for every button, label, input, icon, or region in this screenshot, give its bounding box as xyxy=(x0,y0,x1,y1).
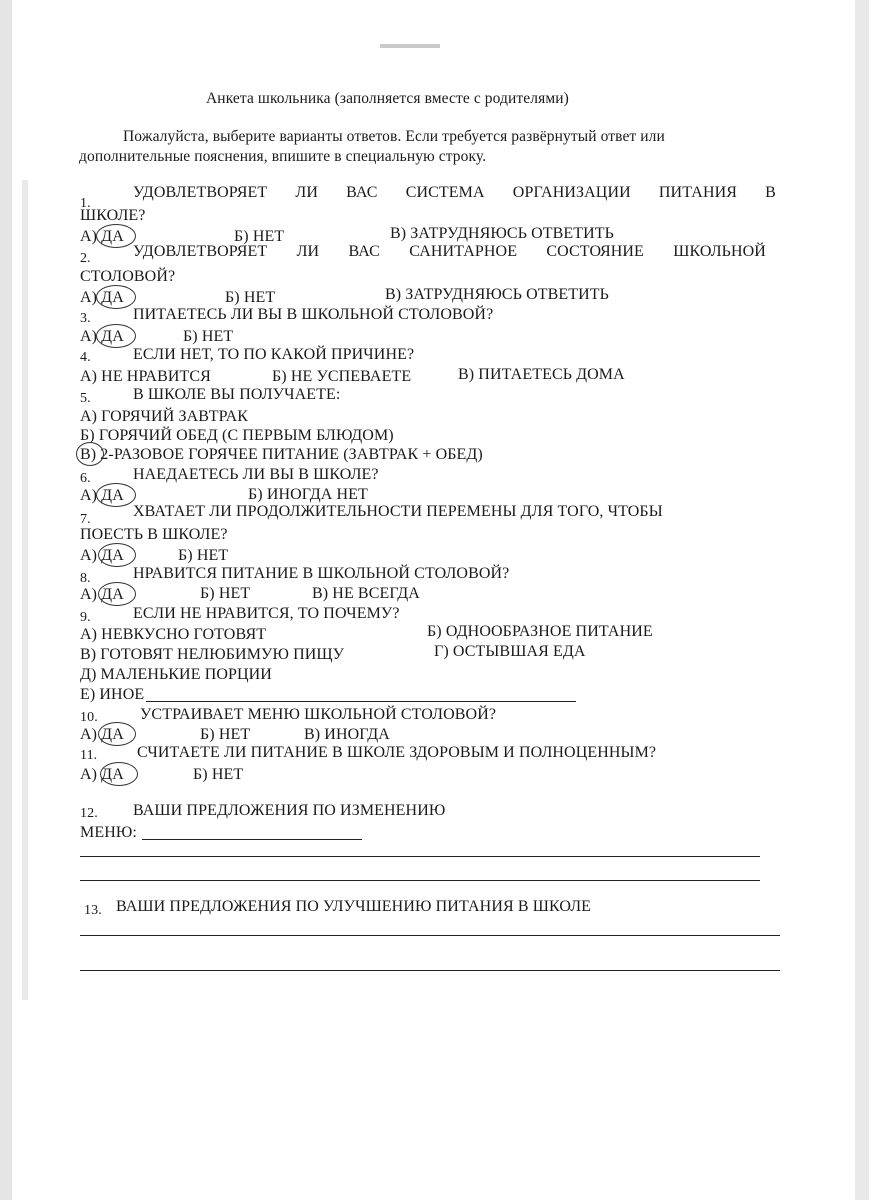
q3-number: 3. xyxy=(80,311,91,326)
q4-number: 4. xyxy=(80,350,91,365)
q3-option-a[interactable]: А) ДА xyxy=(80,328,124,345)
q9-number: 9. xyxy=(80,610,91,625)
q7-option-a[interactable]: А) ДА xyxy=(80,547,124,564)
q4-option-b[interactable]: Б) НЕ УСПЕВАЕТЕ xyxy=(272,368,412,385)
q13-answer-line-1[interactable] xyxy=(80,935,780,936)
q1-word: СИСТЕМА xyxy=(405,184,485,201)
q2-option-b[interactable]: Б) НЕТ xyxy=(225,289,276,306)
q4-question: ЕСЛИ НЕТ, ТО ПО КАКОЙ ПРИЧИНЕ? xyxy=(133,346,415,363)
q9-question: ЕСЛИ НЕ НРАВИТСЯ, ТО ПОЧЕМУ? xyxy=(133,605,400,622)
q2-question-cont: СТОЛОВОЙ? xyxy=(80,268,176,285)
q2-question xyxy=(133,243,766,261)
q11-answer-circle xyxy=(100,762,138,786)
q8-option-b[interactable]: Б) НЕТ xyxy=(200,585,251,602)
intro-line-1: Пожалуйста, выберите варианты ответов. Если требуется развёрнутый ответ или xyxy=(123,128,665,145)
q7-question: ХВАТАЕТ ЛИ ПРОДОЛЖИТЕЛЬНОСТИ ПЕРЕМЕНЫ ДЛЯ ТОГО, ЧТОБЫ xyxy=(133,503,663,520)
page-title: Анкета школьника (заполняется вместе с родителями) xyxy=(206,90,569,107)
q9-other-answer-line[interactable] xyxy=(146,701,576,702)
q8-question: НРАВИТСЯ ПИТАНИЕ В ШКОЛЬНОЙ СТОЛОВОЙ? xyxy=(133,565,510,582)
q6-answer-circle xyxy=(96,483,136,507)
q10-answer-circle xyxy=(98,722,136,746)
q8-number: 8. xyxy=(80,571,91,586)
q12-answer-line-3[interactable] xyxy=(80,880,760,881)
q5-option-a[interactable]: А) ГОРЯЧИЙ ЗАВТРАК xyxy=(80,408,249,425)
q2-answer-circle xyxy=(96,285,136,309)
q4-option-a[interactable]: А) НЕ НРАВИТСЯ xyxy=(80,368,211,385)
q5-question: В ШКОЛЕ ВЫ ПОЛУЧАЕТЕ: xyxy=(133,386,341,403)
q9-option-b[interactable]: Б) ОДНООБРАЗНОЕ ПИТАНИЕ xyxy=(427,623,653,640)
q1-word: ЛИ xyxy=(295,184,319,201)
q1-question-cont: ШКОЛЕ? xyxy=(80,207,146,224)
q2-option-c[interactable]: В) ЗАТРУДНЯЮСЬ ОТВЕТИТЬ xyxy=(385,286,609,303)
q1-option-a[interactable]: А) ДА xyxy=(80,228,124,245)
q3-option-b[interactable]: Б) НЕТ xyxy=(183,328,234,345)
q10-option-a[interactable]: А) ДА xyxy=(80,726,124,743)
q10-number: 10. xyxy=(80,710,98,725)
q12-question-cont: МЕНЮ: xyxy=(80,824,137,841)
q7-number: 7. xyxy=(80,512,91,527)
q5-option-c[interactable]: В) 2-РАЗОВОЕ ГОРЯЧЕЕ ПИТАНИЕ (ЗАВТРАК + ОБЕД) xyxy=(80,446,483,463)
q2-word: САНИТАРНОЕ xyxy=(409,243,518,260)
q3-answer-circle xyxy=(96,324,136,348)
q1-answer-circle xyxy=(96,224,136,248)
q2-word: УДОВЛЕТВОРЯЕТ xyxy=(133,243,268,260)
q5-number: 5. xyxy=(80,391,91,406)
scan-artifact-right xyxy=(855,0,869,1200)
q6-question: НАЕДАЕТЕСЬ ЛИ ВЫ В ШКОЛЕ? xyxy=(133,466,379,483)
q2-option-a[interactable]: А) ДА xyxy=(80,289,124,306)
q2-word: ВАС xyxy=(348,243,380,260)
scan-artifact-top xyxy=(380,44,440,48)
q1-number: 1. xyxy=(80,196,91,211)
q11-number: 11. xyxy=(80,748,98,763)
q1-option-c[interactable]: В) ЗАТРУДНЯЮСЬ ОТВЕТИТЬ xyxy=(390,225,614,242)
scan-artifact-left-2 xyxy=(22,180,28,1000)
q10-question: УСТРАИВАЕТ МЕНЮ ШКОЛЬНОЙ СТОЛОВОЙ? xyxy=(140,706,497,723)
q8-answer-circle xyxy=(98,582,136,606)
q8-option-c[interactable]: В) НЕ ВСЕГДА xyxy=(312,585,420,602)
q2-word: СОСТОЯНИЕ xyxy=(546,243,644,260)
q8-option-a[interactable]: А) ДА xyxy=(80,586,124,603)
q10-option-b[interactable]: Б) НЕТ xyxy=(200,726,251,743)
q13-question: ВАШИ ПРЕДЛОЖЕНИЯ ПО УЛУЧШЕНИЮ ПИТАНИЯ В ШКОЛЕ xyxy=(116,898,592,915)
q1-question xyxy=(133,184,776,202)
q1-word: УДОВЛЕТВОРЯЕТ xyxy=(133,184,268,201)
q11-option-a[interactable]: А) ДА xyxy=(80,766,124,783)
q11-option-b[interactable]: Б) НЕТ xyxy=(193,766,244,783)
q13-answer-line-2[interactable] xyxy=(80,970,780,971)
q7-option-b[interactable]: Б) НЕТ xyxy=(178,547,229,564)
q9-option-c[interactable]: В) ГОТОВЯТ НЕЛЮБИМУЮ ПИЩУ xyxy=(80,646,345,663)
q9-option-d[interactable]: Г) ОСТЫВШАЯ ЕДА xyxy=(434,643,586,660)
q12-question: ВАШИ ПРЕДЛОЖЕНИЯ ПО ИЗМЕНЕНИЮ xyxy=(133,802,446,819)
q2-word: ШКОЛЬНОЙ xyxy=(673,243,766,260)
q1-option-b[interactable]: Б) НЕТ xyxy=(234,228,285,245)
q5-option-b[interactable]: Б) ГОРЯЧИЙ ОБЕД (С ПЕРВЫМ БЛЮДОМ) xyxy=(80,427,394,444)
scan-artifact-left xyxy=(0,0,12,1200)
q9-option-f[interactable]: Е) ИНОЕ xyxy=(80,686,145,703)
intro-line-2: дополнительные пояснения, впишите в специальную строку. xyxy=(79,148,487,165)
q12-answer-line-1[interactable] xyxy=(142,839,362,840)
q2-number: 2. xyxy=(80,251,91,266)
q1-word: ВАС xyxy=(346,184,378,201)
q11-question: СЧИТАЕТЕ ЛИ ПИТАНИЕ В ШКОЛЕ ЗДОРОВЫМ И ПОЛНОЦЕННЫМ? xyxy=(137,744,657,761)
q10-option-c[interactable]: В) ИНОГДА xyxy=(304,726,390,743)
q3-question: ПИТАЕТЕСЬ ЛИ ВЫ В ШКОЛЬНОЙ СТОЛОВОЙ? xyxy=(133,306,494,323)
q1-word: В xyxy=(765,184,776,201)
q1-word: ПИТАНИЯ xyxy=(658,184,738,201)
q2-word: ЛИ xyxy=(296,243,320,260)
q6-option-a[interactable]: А) ДА xyxy=(80,487,124,504)
q12-number: 12. xyxy=(80,806,98,821)
q12-answer-line-2[interactable] xyxy=(80,856,760,857)
q5-answer-circle xyxy=(76,442,104,466)
q6-number: 6. xyxy=(80,471,91,486)
q13-number: 13. xyxy=(84,903,102,918)
q6-option-b[interactable]: Б) ИНОГДА НЕТ xyxy=(248,486,368,503)
q9-option-e[interactable]: Д) МАЛЕНЬКИЕ ПОРЦИИ xyxy=(80,666,272,683)
q1-word: ОРГАНИЗАЦИИ xyxy=(512,184,631,201)
q9-option-a[interactable]: А) НЕВКУСНО ГОТОВЯТ xyxy=(80,626,267,643)
q7-answer-circle xyxy=(98,543,136,567)
q4-option-c[interactable]: В) ПИТАЕТЕСЬ ДОМА xyxy=(458,366,625,383)
q7-question-cont: ПОЕСТЬ В ШКОЛЕ? xyxy=(80,526,228,543)
